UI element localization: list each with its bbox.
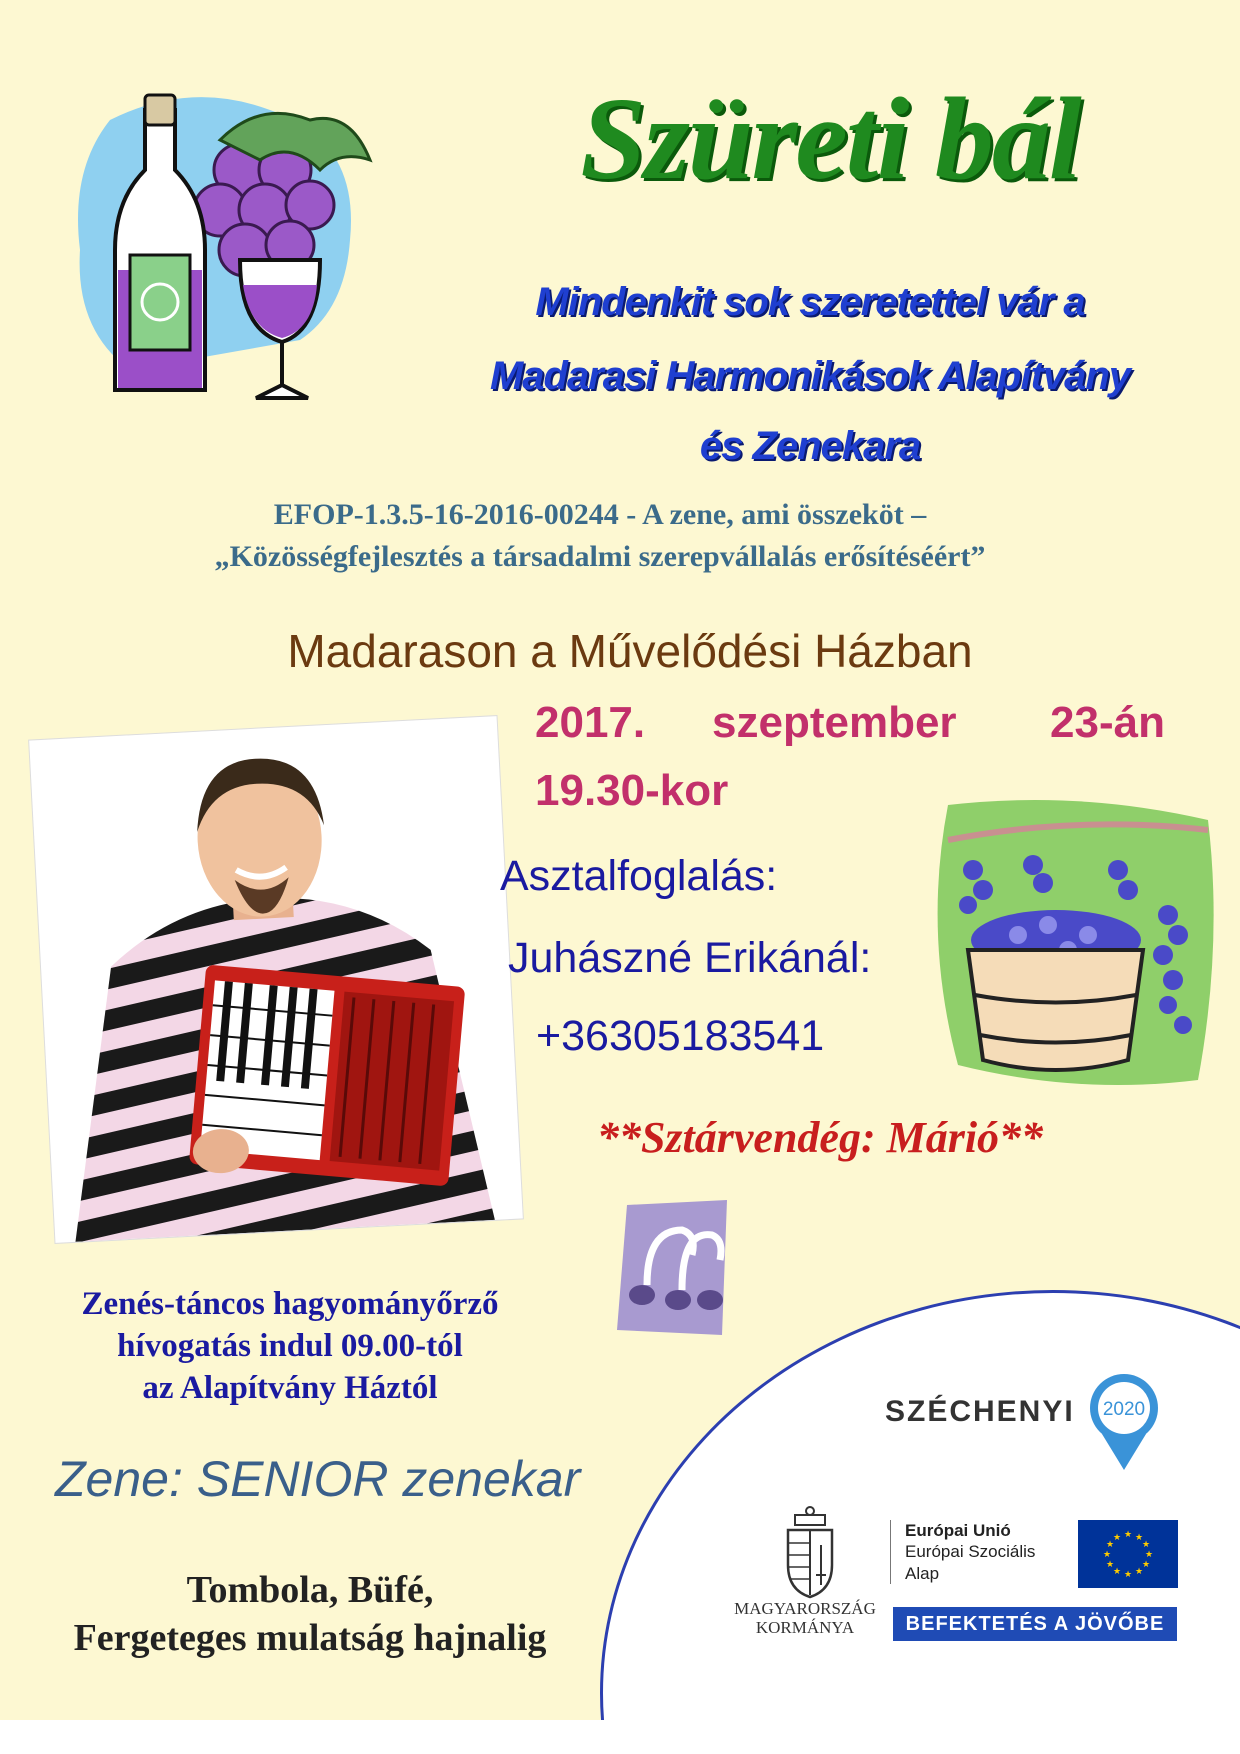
event-time: 19.30-kor (535, 766, 729, 815)
closing-line-1: Tombola, Büfé, (186, 1569, 434, 1611)
svg-text:★: ★ (1105, 1560, 1115, 1570)
svg-text:★: ★ (1141, 1540, 1151, 1550)
date-year: 2017. (535, 698, 646, 747)
government-line-1: MAGYARORSZÁG (734, 1599, 876, 1618)
accordionist-photo (29, 716, 523, 1243)
date-day: 23-án (1050, 698, 1165, 747)
svg-text:★: ★ (1134, 1533, 1144, 1543)
eu-line-1: Európai Unió (905, 1521, 1011, 1540)
svg-text:★: ★ (1144, 1550, 1154, 1560)
project-line-2: „Közösségfejlesztés a társadalmi szerepvállalás erősítéséért” (214, 540, 986, 573)
star-guest: **Sztárvendég: Márió** (596, 1113, 1044, 1162)
contact-person: Juhászné Erikánál: (508, 934, 872, 982)
music-band: Zene: SENIOR zenekar (55, 1451, 581, 1507)
table-booking-label: Asztalfoglalás: (500, 852, 778, 900)
eu-line-2: Európai Szociális (905, 1542, 1036, 1562)
grape-barrel-icon (928, 795, 1223, 1095)
parade-line-1: Zenés-táncos hagyományőrző (81, 1286, 499, 1322)
closing-line-2: Fergeteges mulatság hajnalig (73, 1617, 547, 1659)
svg-text:★: ★ (1105, 1540, 1115, 1550)
government-line-2: KORMÁNYA (755, 1617, 855, 1637)
poster-title: Szüreti bál (580, 73, 1080, 204)
eu-flag-icon (1078, 1520, 1178, 1588)
government-logo-text (720, 1600, 890, 1637)
coat-of-arms-icon (780, 1505, 840, 1600)
svg-text:★: ★ (1102, 1550, 1112, 1560)
invite-line-3: és Zenekara (699, 424, 921, 468)
venue: Madarason a Művelődési Házban (287, 625, 973, 677)
funding-logo-panel (600, 1290, 1240, 1720)
location-pin-icon (1088, 1372, 1160, 1472)
szechenyi-logo-text: SZÉCHENYI (885, 1395, 1075, 1428)
parade-line-3: az Alapítvány Háztól (142, 1370, 438, 1406)
project-line-1: EFOP-1.3.5-16-2016-00244 - A zene, ami összeköt – (273, 498, 927, 531)
svg-text:★: ★ (1134, 1567, 1144, 1577)
svg-text:★: ★ (1123, 1530, 1133, 1540)
invite-line-2: Madarasi Harmonikások Alapítvány (489, 354, 1131, 398)
eu-fund-text (890, 1520, 1075, 1584)
parade-line-2: hívogatás indul 09.00-tól (117, 1328, 463, 1364)
szechenyi-year: 2020 (1102, 1399, 1146, 1420)
svg-text:★: ★ (1123, 1570, 1133, 1580)
contact-phone[interactable]: +36305183541 (536, 1012, 825, 1060)
svg-text:★: ★ (1112, 1533, 1122, 1543)
svg-text:★: ★ (1141, 1560, 1151, 1570)
wine-grapes-icon (70, 80, 380, 420)
svg-text:★: ★ (1112, 1567, 1122, 1577)
eu-line-3: Alap (905, 1563, 940, 1583)
music-note-icon (612, 1195, 737, 1340)
date-month: szeptember (712, 698, 957, 747)
invite-line-1: Mindenkit sok szeretettel vár a (535, 280, 1085, 324)
invest-banner: BEFEKTETÉS A JÖVŐBE (893, 1607, 1177, 1641)
